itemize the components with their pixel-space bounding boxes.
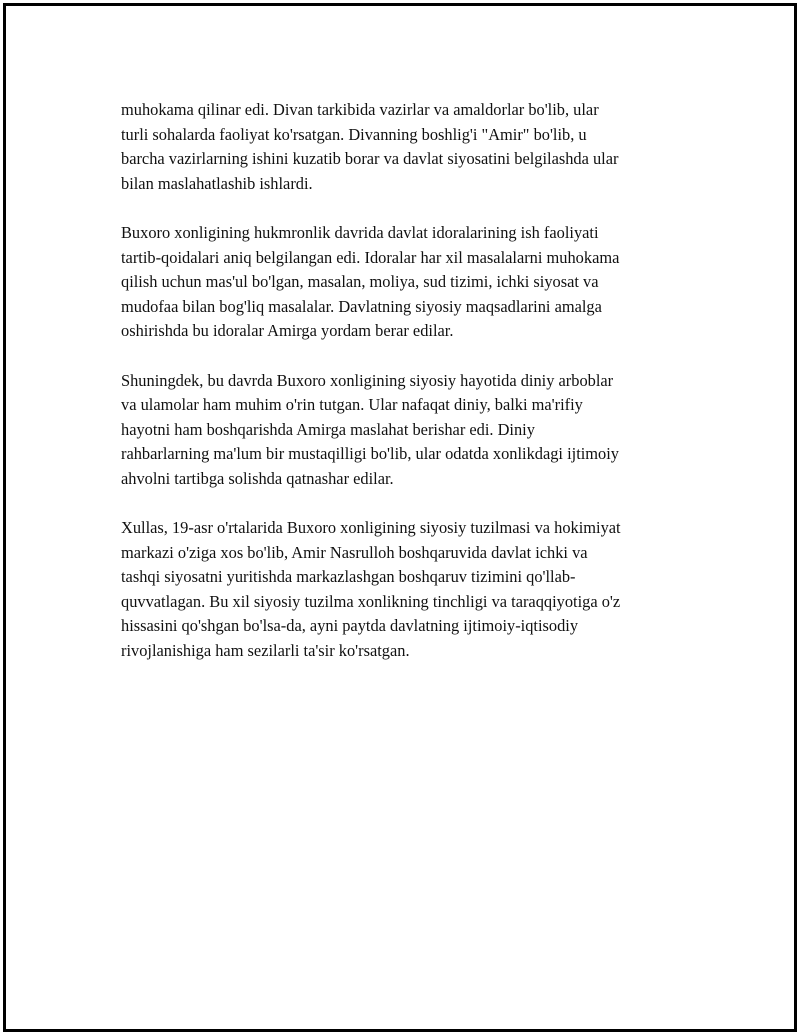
- paragraph-line: hayotni ham boshqarishda Amirga maslahat berishar edi. Diniy: [121, 419, 535, 439]
- paragraph-4: [121, 516, 701, 664]
- paragraph-line: bilan maslahatlashib ishlardi.: [121, 173, 313, 193]
- document-body: [121, 98, 701, 688]
- paragraph-line: Shuningdek, bu davrda Buxoro xonligining siyosiy hayotida diniy arboblar: [121, 370, 614, 390]
- paragraph-line: Buxoro xonligining hukmronlik davrida davlat idoralarining ish faoliyati: [121, 222, 599, 242]
- paragraph-line: qilish uchun mas'ul bo'lgan, masalan, moliya, sud tizimi, ichki siyosat va: [121, 272, 599, 292]
- paragraph-1: [121, 98, 701, 196]
- paragraph-line: muhokama qilinar edi. Divan tarkibida vazirlar va amaldorlar bo'lib, ular: [121, 100, 599, 119]
- paragraph-line: oshirishda bu idoralar Amirga yordam berar edilar.: [121, 321, 454, 341]
- paragraph-line: rivojlanishiga ham sezilarli ta'sir ko'rsatgan.: [121, 641, 410, 661]
- paragraph-line: tashqi siyosatni yuritishda markazlashgan boshqaruv tizimini qo'llab-: [121, 567, 576, 587]
- paragraph-line: Xullas, 19-asr o'rtalarida Buxoro xonligining siyosiy tuzilmasi va hokimiyat: [121, 518, 621, 538]
- paragraph-line: rahbarlarning ma'lum bir mustaqilligi bo'lib, ular odatda xonlikdagi ijtimoiy: [121, 444, 619, 464]
- paragraph-line: tartib-qoidalari aniq belgilangan edi. Idoralar har xil masalalarni muhokama: [121, 247, 620, 267]
- paragraph-line: markazi o'ziga xos bo'lib, Amir Nasrulloh boshqaruvida davlat ichki va: [121, 542, 588, 562]
- paragraph-line: ahvolni tartibga solishda qatnashar edilar.: [121, 468, 394, 488]
- paragraph-line: hissasini qo'shgan bo'lsa-da, ayni paytda davlatning ijtimoiy-iqtisodiy: [121, 616, 579, 636]
- paragraph-2: [121, 221, 701, 344]
- paragraph-line: quvvatlagan. Bu xil siyosiy tuzilma xonlikning tinchligi va taraqqiyotiga o'z: [121, 591, 621, 611]
- page-frame: [3, 3, 797, 1032]
- paragraph-line: va ulamolar ham muhim o'rin tutgan. Ular nafaqat diniy, balki ma'rifiy: [121, 395, 583, 415]
- paragraph-line: mudofaa bilan bog'liq masalalar. Davlatning siyosiy maqsadlarini amalga: [121, 296, 602, 316]
- paragraph-line: turli sohalarda faoliyat ko'rsatgan. Divanning boshlig'i "Amir" bo'lib, u: [121, 124, 587, 144]
- paragraph-3: [121, 369, 701, 492]
- paragraph-line: barcha vazirlarning ishini kuzatib borar va davlat siyosatini belgilashda ular: [121, 149, 619, 169]
